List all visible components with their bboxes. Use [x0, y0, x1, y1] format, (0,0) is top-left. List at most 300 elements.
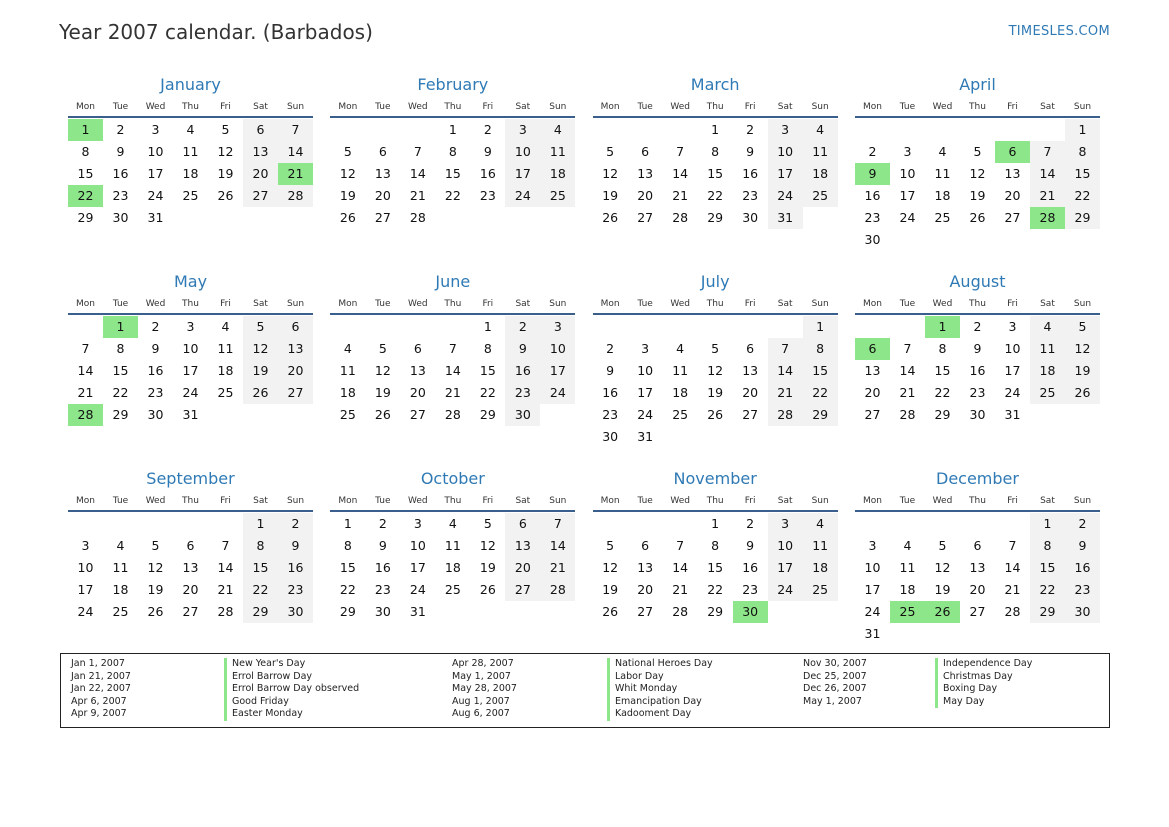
weekday-label: Sun	[286, 299, 305, 309]
day-cell: 12	[339, 166, 356, 181]
day-cell: 1	[711, 122, 720, 137]
day-cell: 23	[1065, 579, 1100, 601]
weekday-label: Fri	[1007, 496, 1018, 506]
day-cell: 11	[540, 141, 575, 163]
empty-cell	[925, 119, 960, 141]
day-cell: 30	[374, 604, 391, 619]
weekday-label: Sat	[253, 102, 268, 112]
weekday-header	[593, 96, 838, 118]
day-cell: 10	[540, 338, 575, 360]
day-cell: 7	[278, 119, 313, 141]
day-cell: 2	[278, 513, 313, 535]
weekday-label: Wed	[670, 299, 690, 309]
day-cell: 13	[637, 560, 654, 575]
day-cell: 11	[339, 363, 356, 378]
empty-cell	[890, 316, 925, 338]
day-cell: 20	[742, 385, 759, 400]
day-cell: 25	[803, 185, 838, 207]
day-cell: 23	[602, 407, 619, 422]
day-cell: 16	[147, 363, 164, 378]
day-cell: 6	[413, 341, 422, 356]
weekday-label: Mon	[338, 102, 358, 112]
weekday-label: Wed	[932, 496, 953, 506]
day-cell: 24	[899, 210, 916, 225]
weekday-label: Thu	[444, 102, 462, 112]
day-cell: 29	[934, 407, 951, 422]
day-cell: 25	[540, 185, 575, 207]
month-name: August	[949, 272, 1006, 291]
day-cell: 5	[938, 538, 947, 553]
day-cell: 28	[768, 404, 803, 426]
day-cell: 21	[540, 557, 575, 579]
empty-cell	[995, 119, 1030, 141]
day-cell: 14	[77, 363, 94, 378]
day-cell: 28	[278, 185, 313, 207]
month-name: April	[959, 75, 996, 94]
day-cell: 15	[444, 166, 461, 181]
day-cell: 20	[864, 385, 881, 400]
day-cell: 13	[278, 338, 313, 360]
empty-cell	[855, 513, 890, 535]
day-cell: 15	[707, 560, 724, 575]
day-cell: 8	[711, 144, 720, 159]
holiday-legend	[60, 653, 1110, 728]
day-cell: 22	[444, 188, 461, 203]
day-cell: 11	[217, 341, 234, 356]
day-cell: 29	[1065, 207, 1100, 229]
day-cell: 22	[707, 582, 724, 597]
day-cell: 23	[278, 579, 313, 601]
day-cell: 3	[768, 513, 803, 535]
day-cell: 3	[186, 319, 195, 334]
day-cell: 9	[378, 538, 387, 553]
day-cell: 4	[676, 341, 685, 356]
day-cell: 14	[672, 560, 689, 575]
day-cell: 13	[864, 363, 881, 378]
day-cell: 17	[540, 360, 575, 382]
day-cell: 7	[221, 538, 230, 553]
day-cell: 7	[903, 341, 912, 356]
day-cell: 23	[864, 210, 881, 225]
day-cell: 15	[1030, 557, 1065, 579]
day-cell: 5	[606, 144, 615, 159]
day-cell: 30	[969, 407, 986, 422]
empty-cell	[208, 513, 243, 535]
empty-cell	[733, 316, 768, 338]
day-cell: 7	[413, 144, 422, 159]
day-cell: 31	[1004, 407, 1021, 422]
empty-cell	[138, 513, 173, 535]
weekday-label: Thu	[182, 299, 199, 309]
day-grid	[330, 316, 575, 426]
day-cell: 21	[768, 382, 803, 404]
day-cell: 14	[540, 535, 575, 557]
day-cell: 4	[343, 341, 352, 356]
holiday-date: Dec 25, 2007	[803, 670, 867, 682]
day-cell: 26	[707, 407, 724, 422]
day-cell: 9	[973, 341, 982, 356]
day-cell: 23	[742, 188, 759, 203]
day-grid	[68, 513, 313, 623]
day-cell: 9	[483, 144, 492, 159]
holiday-name: Whit Monday	[607, 683, 713, 696]
weekday-label: Thu	[706, 299, 724, 309]
holiday-name: Independence Day	[935, 658, 1032, 671]
day-cell: 22	[1065, 185, 1100, 207]
weekday-label: Sat	[253, 299, 268, 309]
holiday-name-column	[607, 658, 713, 721]
weekday-header	[330, 96, 575, 118]
day-cell: 17	[1004, 363, 1021, 378]
holiday-name: Emancipation Day	[607, 696, 713, 709]
weekday-label: Thu	[182, 102, 199, 112]
day-cell: 17	[147, 166, 164, 181]
empty-cell	[103, 513, 138, 535]
day-cell: 4	[803, 513, 838, 535]
holiday-name-column	[935, 658, 1032, 708]
day-cell: 11	[803, 535, 838, 557]
weekday-header	[330, 293, 575, 315]
day-cell: 10	[637, 363, 654, 378]
day-cell: 4	[938, 144, 947, 159]
weekday-label: Sat	[777, 299, 793, 309]
day-cell: 3	[1008, 319, 1017, 334]
holiday-date: Dec 26, 2007	[803, 683, 867, 695]
day-cell: 15	[707, 166, 724, 181]
day-cell: 21	[899, 385, 916, 400]
day-cell: 15	[77, 166, 94, 181]
weekday-label: Wed	[145, 299, 166, 309]
day-cell: 19	[934, 582, 951, 597]
day-cell: 29	[707, 210, 724, 225]
day-cell: 28	[409, 210, 426, 225]
day-cell: 20	[374, 188, 391, 203]
day-cell: 12	[217, 144, 234, 159]
holiday-day: 28	[1030, 207, 1065, 229]
day-cell: 29	[479, 407, 496, 422]
day-cell: 11	[803, 141, 838, 163]
day-cell: 19	[217, 166, 234, 181]
day-cell: 1	[803, 316, 838, 338]
day-cell: 10	[77, 560, 94, 575]
weekday-label: Sun	[286, 102, 305, 112]
day-cell: 8	[938, 341, 947, 356]
day-cell: 14	[278, 141, 313, 163]
day-cell: 14	[444, 363, 461, 378]
day-cell: 18	[803, 163, 838, 185]
day-cell: 10	[899, 166, 916, 181]
day-cell: 21	[1030, 185, 1065, 207]
day-cell: 4	[903, 538, 912, 553]
day-cell: 6	[278, 316, 313, 338]
weekday-label: Sat	[253, 496, 268, 506]
empty-cell	[628, 316, 663, 338]
holiday-day: 21	[278, 163, 313, 185]
day-cell: 30	[505, 404, 540, 426]
weekday-label: Sat	[1040, 299, 1055, 309]
day-cell: 14	[1030, 163, 1065, 185]
empty-cell	[593, 513, 628, 535]
day-cell: 12	[969, 166, 986, 181]
holiday-name: Errol Barrow Day	[224, 671, 359, 684]
day-cell: 10	[768, 535, 803, 557]
day-cell: 5	[151, 538, 160, 553]
day-cell: 6	[186, 538, 195, 553]
day-cell: 31	[637, 429, 654, 444]
day-cell: 23	[112, 188, 129, 203]
day-cell: 22	[934, 385, 951, 400]
weekday-label: Sun	[1073, 496, 1092, 506]
day-cell: 25	[217, 385, 234, 400]
holiday-name: National Heroes Day	[607, 658, 713, 671]
day-cell: 28	[672, 604, 689, 619]
weekday-label: Sat	[515, 102, 531, 112]
weekday-label: Sun	[549, 102, 567, 112]
month-name: January	[160, 75, 221, 94]
holiday-day: 25	[890, 601, 925, 623]
day-cell: 15	[479, 363, 496, 378]
day-cell: 5	[343, 144, 352, 159]
day-cell: 16	[864, 188, 881, 203]
day-cell: 23	[374, 582, 391, 597]
month-march	[593, 74, 838, 271]
empty-cell	[1030, 119, 1065, 141]
day-cell: 22	[339, 582, 356, 597]
day-cell: 3	[505, 119, 540, 141]
day-cell: 22	[707, 188, 724, 203]
day-cell: 5	[221, 122, 230, 137]
day-grid	[593, 513, 838, 623]
day-cell: 27	[182, 604, 199, 619]
day-cell: 20	[637, 188, 654, 203]
holiday-name: Easter Monday	[224, 708, 359, 721]
day-cell: 30	[864, 232, 881, 247]
day-cell: 16	[1065, 557, 1100, 579]
day-cell: 24	[77, 604, 94, 619]
day-cell: 20	[243, 163, 278, 185]
weekday-label: Tue	[112, 496, 129, 506]
day-cell: 24	[768, 185, 803, 207]
day-cell: 26	[374, 407, 391, 422]
site-logo-link[interactable]: TIMESLES.COM	[1008, 24, 1110, 39]
weekday-label: Thu	[182, 496, 199, 506]
weekday-label: Fri	[1007, 102, 1018, 112]
weekday-label: Wed	[408, 496, 428, 506]
day-cell: 1	[343, 516, 352, 531]
day-cell: 30	[112, 210, 129, 225]
weekday-label: Tue	[112, 102, 129, 112]
empty-cell	[925, 513, 960, 535]
day-cell: 27	[637, 210, 654, 225]
day-cell: 12	[1065, 338, 1100, 360]
weekday-label: Mon	[862, 299, 882, 309]
weekday-label: Fri	[220, 102, 231, 112]
weekday-label: Sun	[286, 496, 305, 506]
day-cell: 22	[243, 579, 278, 601]
day-cell: 16	[374, 560, 391, 575]
day-cell: 12	[374, 363, 391, 378]
weekday-label: Mon	[600, 496, 620, 506]
day-cell: 8	[711, 538, 720, 553]
day-cell: 2	[973, 319, 982, 334]
day-cell: 21	[1004, 582, 1021, 597]
day-cell: 14	[217, 560, 234, 575]
weekday-label: Tue	[899, 299, 916, 309]
month-name: December	[936, 469, 1019, 488]
weekday-label: Thu	[969, 496, 986, 506]
day-cell: 11	[444, 538, 461, 553]
day-cell: 17	[768, 557, 803, 579]
holiday-day: 1	[925, 316, 960, 338]
day-cell: 12	[602, 166, 619, 181]
day-cell: 5	[243, 316, 278, 338]
day-cell: 20	[278, 360, 313, 382]
day-cell: 28	[1004, 604, 1021, 619]
day-cell: 1	[243, 513, 278, 535]
day-cell: 18	[934, 188, 951, 203]
weekday-header	[68, 293, 313, 315]
day-cell: 2	[151, 319, 160, 334]
weekday-label: Fri	[220, 299, 231, 309]
day-cell: 21	[77, 385, 94, 400]
weekday-label: Sun	[549, 496, 567, 506]
weekday-label: Mon	[76, 496, 95, 506]
weekday-label: Sat	[777, 496, 793, 506]
day-cell: 20	[969, 582, 986, 597]
holiday-name: Kadooment Day	[607, 708, 713, 721]
day-cell: 13	[505, 535, 540, 557]
day-cell: 8	[243, 535, 278, 557]
weekday-label: Tue	[637, 102, 653, 112]
day-cell: 13	[243, 141, 278, 163]
day-cell: 14	[899, 363, 916, 378]
day-cell: 7	[448, 341, 457, 356]
empty-cell	[855, 316, 890, 338]
weekday-label: Fri	[1007, 299, 1018, 309]
holiday-name: Boxing Day	[935, 683, 1032, 696]
holiday-day: 9	[855, 163, 890, 185]
weekday-label: Thu	[444, 299, 462, 309]
day-grid	[855, 316, 1100, 426]
day-cell: 28	[540, 579, 575, 601]
day-cell: 7	[1030, 141, 1065, 163]
day-cell: 11	[899, 560, 916, 575]
day-cell: 8	[343, 538, 352, 553]
day-cell: 13	[182, 560, 199, 575]
day-cell: 2	[1065, 513, 1100, 535]
weekday-label: Tue	[375, 102, 391, 112]
weekday-header	[593, 293, 838, 315]
day-cell: 19	[602, 582, 619, 597]
day-cell: 15	[339, 560, 356, 575]
day-cell: 26	[479, 582, 496, 597]
day-cell: 17	[409, 560, 426, 575]
day-cell: 10	[505, 141, 540, 163]
empty-cell	[628, 119, 663, 141]
day-cell: 10	[147, 144, 164, 159]
day-cell: 19	[339, 188, 356, 203]
day-cell: 30	[1065, 601, 1100, 623]
day-cell: 22	[112, 385, 129, 400]
empty-cell	[663, 513, 698, 535]
day-cell: 11	[934, 166, 951, 181]
day-cell: 21	[409, 188, 426, 203]
day-cell: 17	[864, 582, 881, 597]
day-cell: 19	[479, 560, 496, 575]
day-cell: 20	[409, 385, 426, 400]
day-cell: 31	[768, 207, 803, 229]
empty-cell	[330, 119, 365, 141]
weekday-label: Sun	[811, 299, 829, 309]
holiday-date: Aug 6, 2007	[452, 708, 510, 720]
weekday-label: Tue	[637, 496, 653, 506]
day-cell: 8	[803, 338, 838, 360]
empty-cell	[593, 119, 628, 141]
day-cell: 18	[899, 582, 916, 597]
weekday-label: Mon	[600, 299, 620, 309]
day-cell: 7	[81, 341, 90, 356]
day-cell: 3	[868, 538, 877, 553]
weekday-header	[330, 490, 575, 512]
day-cell: 11	[1030, 338, 1065, 360]
weekday-label: Sun	[1073, 102, 1092, 112]
weekday-label: Wed	[932, 102, 953, 112]
weekday-label: Wed	[670, 102, 690, 112]
day-cell: 4	[540, 119, 575, 141]
empty-cell	[68, 513, 103, 535]
day-cell: 24	[147, 188, 164, 203]
weekday-label: Sat	[1040, 102, 1055, 112]
weekday-header	[855, 490, 1100, 512]
month-december	[855, 468, 1100, 665]
day-cell: 20	[1004, 188, 1021, 203]
weekday-label: Thu	[969, 102, 986, 112]
holiday-date: May 28, 2007	[452, 683, 517, 695]
weekday-label: Tue	[375, 299, 391, 309]
day-cell: 10	[864, 560, 881, 575]
day-cell: 26	[243, 382, 278, 404]
day-cell: 12	[602, 560, 619, 575]
day-cell: 20	[505, 557, 540, 579]
day-cell: 17	[768, 163, 803, 185]
weekday-header	[593, 490, 838, 512]
day-cell: 16	[602, 385, 619, 400]
day-cell: 16	[742, 560, 759, 575]
day-cell: 1	[1065, 119, 1100, 141]
day-cell: 17	[637, 385, 654, 400]
day-grid	[855, 513, 1100, 645]
day-cell: 12	[243, 338, 278, 360]
day-cell: 17	[182, 363, 199, 378]
day-cell: 15	[934, 363, 951, 378]
month-name: March	[690, 75, 740, 94]
day-cell: 6	[243, 119, 278, 141]
day-grid	[855, 119, 1100, 251]
day-grid	[593, 316, 838, 448]
day-cell: 26	[602, 210, 619, 225]
day-cell: 27	[278, 382, 313, 404]
empty-cell	[890, 119, 925, 141]
day-cell: 8	[1030, 535, 1065, 557]
day-cell: 6	[641, 144, 650, 159]
weekday-label: Fri	[220, 496, 231, 506]
day-cell: 27	[969, 604, 986, 619]
day-cell: 19	[707, 385, 724, 400]
day-cell: 16	[278, 557, 313, 579]
day-cell: 28	[899, 407, 916, 422]
day-cell: 15	[243, 557, 278, 579]
holiday-name-column	[224, 658, 359, 721]
